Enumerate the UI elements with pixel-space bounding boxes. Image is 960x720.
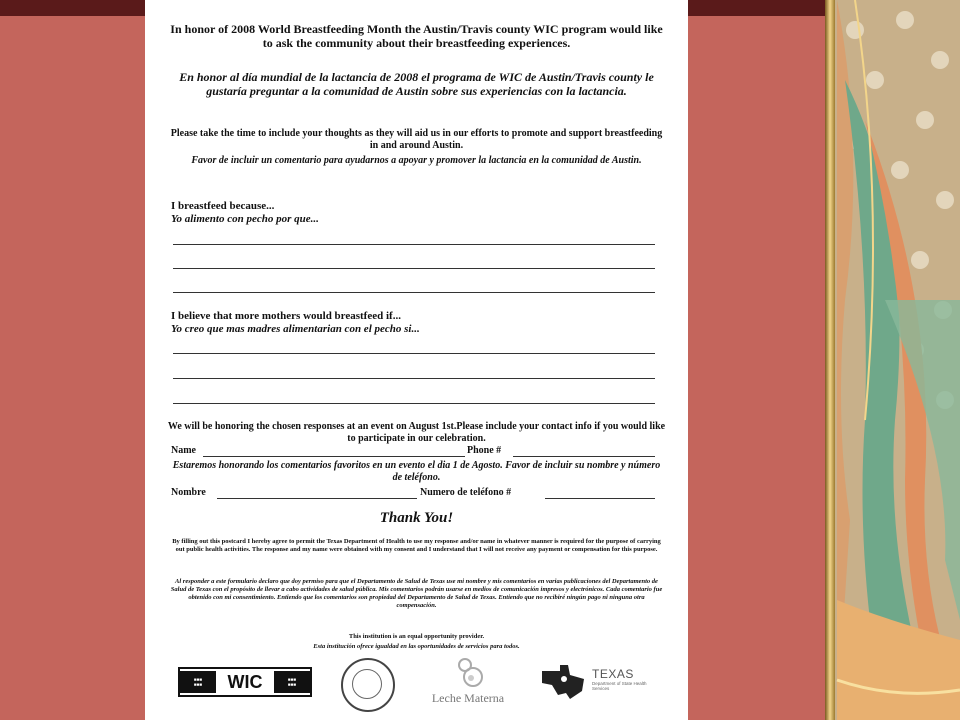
intro-es: Favor de incluir un comentario para ayudarnos a apoyar y promover la lactancia en la comunidad de Austin. <box>191 155 642 166</box>
answer-line[interactable] <box>173 353 655 354</box>
texas-logo-text: TEXAS <box>592 667 634 681</box>
telefono-label: Numero de teléfono # <box>420 487 512 498</box>
texas-map-icon <box>540 663 588 703</box>
question-1-en: I breastfeed because... <box>171 200 275 212</box>
logo-row <box>145 655 688 715</box>
nombre-label: Nombre <box>171 487 206 498</box>
thank-you-text: Thank You! <box>379 510 454 526</box>
seal-icon <box>341 658 395 712</box>
equal-opportunity-en: This institution is an equal opportunity provider. <box>348 633 485 640</box>
phone-label: Phone # <box>467 445 502 456</box>
legal-text-es: Al responder a este formulario declaro que doy permiso para que el Departamento de Salud de Texas use mi nombre y mis comentarios en varias publicaciones del Departamento de Salud de Texas con el propósito de llevar a cabo actividades de salud pública. Mis comentarios podrán usarse en medios de comunicación impresos y electrónicos. Cada comentario fue obtenido con mi consentimiento. Entiendo que los comentarios son propiedad del Departamento de Salud de Texas. Entiendo que no recibiré ningún pago ni ninguna otra compensación. <box>170 578 663 609</box>
texas-dshs-logo <box>540 663 650 703</box>
phone-field[interactable] <box>513 456 655 457</box>
intro-en: Please take the time to include your thoughts as they will aid us in our efforts to promote and support breastfeeding in and around Austin. <box>170 128 663 151</box>
wic-logo-right-mark: ■■■ ■■■ <box>274 671 310 693</box>
answer-line[interactable] <box>173 292 655 293</box>
flyer-title-es: En honor al día mundial de la lactancia de 2008 el programa de WIC de Austin/Travis county le gustaría preguntar a la comunidad de Austin sobre sus experiencias con la lactancia. <box>179 70 654 98</box>
mother-child-icon <box>413 655 523 691</box>
wic-logo-text: WIC <box>227 671 263 692</box>
leche-materna-logo <box>413 655 523 713</box>
name-field[interactable] <box>203 456 465 457</box>
wic-logo <box>178 667 312 697</box>
decorative-border <box>825 0 960 720</box>
seal-inner-ring <box>352 669 382 699</box>
answer-line[interactable] <box>173 244 655 245</box>
name-label: Name <box>171 445 196 456</box>
answer-line[interactable] <box>173 268 655 269</box>
equal-opportunity-es: Esta institución ofrece igualdad en las oportunidades de servicios para todos. <box>313 643 520 650</box>
telefono-field[interactable] <box>545 498 655 499</box>
question-2-es: Yo creo que mas madres alimentarian con el pecho si... <box>171 323 420 335</box>
survey-flyer <box>145 0 688 720</box>
legal-text-en: By filling out this postcard I hereby agree to permit the Texas Department of Health to use my response and/or name in whatever manner is required for the purpose of carrying out public health activities. The response and my name were obtained with my consent and I understand that I will not receive any payment or compensation for this purpose. <box>172 538 661 553</box>
answer-line[interactable] <box>173 403 655 404</box>
wic-logo-left-mark: ■■■ ■■■ <box>180 671 216 693</box>
texas-logo-subtext: Department of State Health Services <box>592 681 647 691</box>
flyer-title-en: In honor of 2008 World Breastfeeding Month the Austin/Travis county WIC program would like to ask the community about their breastfeeding experiences. <box>170 22 663 50</box>
question-2-en: I believe that more mothers would breastfeed if... <box>171 310 401 322</box>
honor-text-en: We will be honoring the chosen responses at an event on August 1st.Please include your contact info if you would like to participate in our celebration. <box>167 421 666 444</box>
answer-line[interactable] <box>173 378 655 379</box>
decorative-pattern <box>825 0 960 720</box>
question-1-es: Yo alimento con pecho por que... <box>171 213 319 225</box>
leche-materna-label: Leche Materna <box>431 691 505 705</box>
honor-text-es: Estaremos honorando los comentarios favoritos en un evento el dia 1 de Agosto. Favor de incluir su nombre y número de teléfono. <box>172 460 661 483</box>
nombre-field[interactable] <box>217 498 417 499</box>
